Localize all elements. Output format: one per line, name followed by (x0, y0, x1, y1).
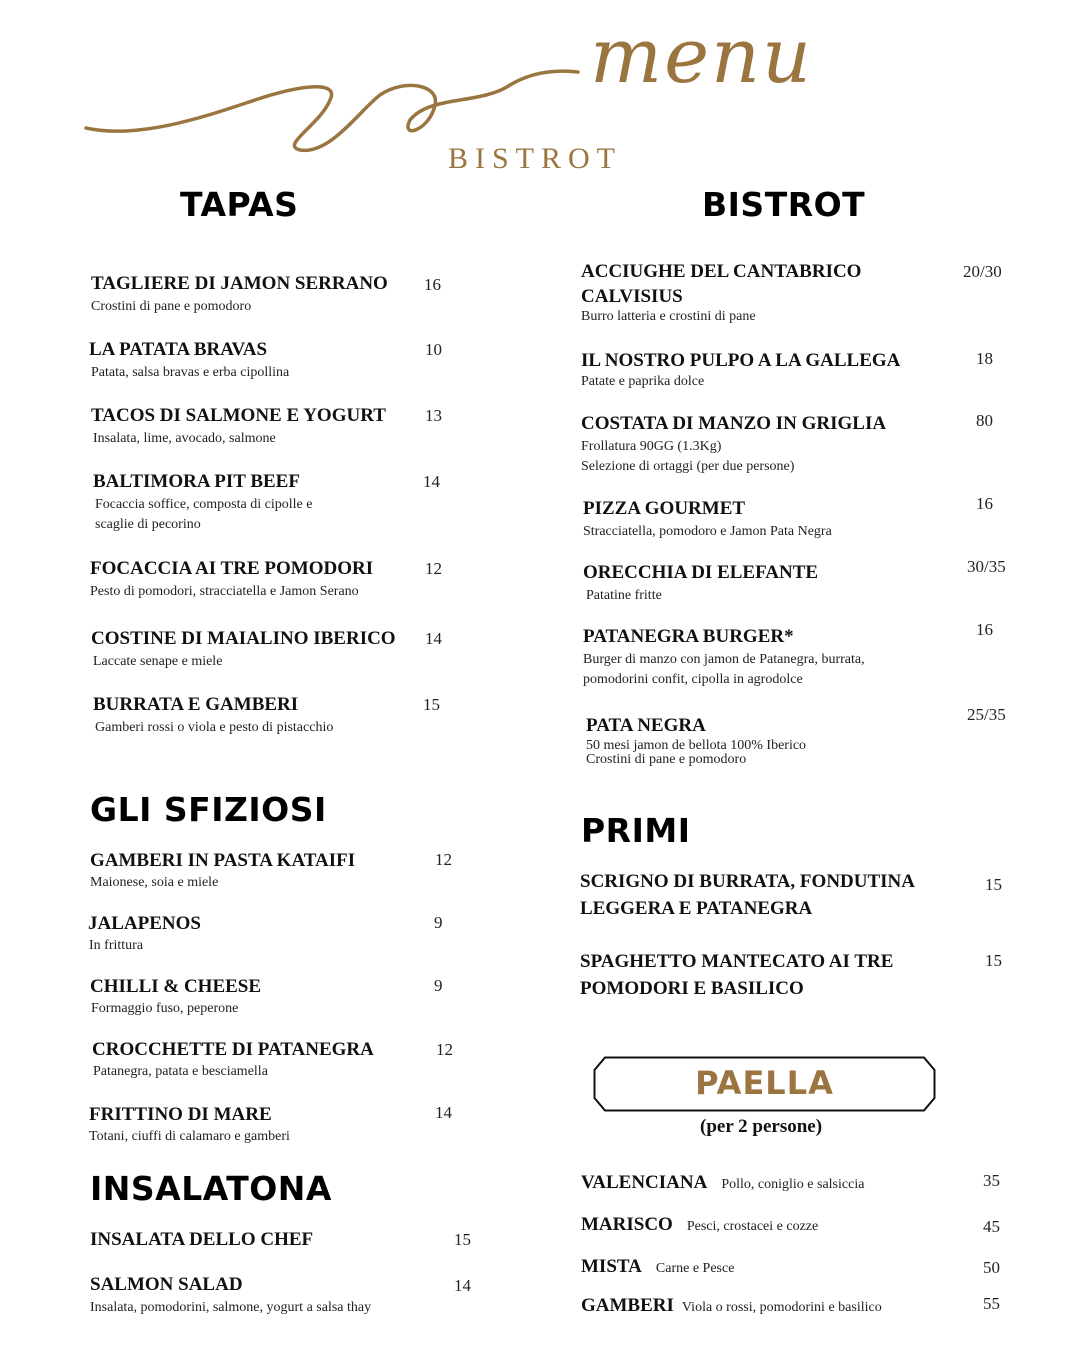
item-price: 14 (454, 1276, 471, 1295)
section-title-tapas: TAPAS (180, 185, 299, 224)
item-price: 45 (983, 1217, 1000, 1236)
item-name: GAMBERI (581, 1295, 674, 1316)
menu-item (581, 348, 900, 390)
menu-item (90, 1227, 313, 1253)
item-price: 16 (976, 494, 993, 513)
menu-item (91, 403, 386, 449)
item-name: COSTINE DI MAIALINO IBERICO (91, 628, 396, 649)
section-title-bistrot: BISTROT (702, 185, 866, 224)
item-description: Patatine fritte (586, 588, 662, 603)
menu-item (90, 975, 261, 1019)
section-title-paella: PAELLA (695, 1064, 834, 1102)
item-description: Viola o rossi, pomodorini e basilico (681, 1300, 882, 1315)
item-price: 12 (436, 1040, 453, 1059)
menu-item (586, 713, 806, 767)
menu-item (92, 1038, 374, 1082)
menu-item (583, 496, 832, 542)
item-name: PATANEGRA BURGER* (583, 626, 794, 647)
item-description: Carne e Pesce (655, 1261, 735, 1276)
item-description: Maionese, soia e miele (90, 875, 219, 890)
menu-item (580, 868, 915, 922)
menu-item (583, 624, 865, 690)
menu-item (93, 692, 333, 738)
paella-serving-note: (per 2 persone) (700, 1116, 823, 1137)
item-description: 50 mesi jamon de bellota 100% Iberico (586, 738, 807, 753)
item-price: 14 (435, 1103, 452, 1122)
item-name: CALVISIUS (581, 286, 683, 307)
item-description: Focaccia soffice, composta di cipolle e (95, 497, 313, 512)
item-description: Frollatura 90GG (1.3Kg) (581, 439, 722, 454)
section-title-sfiziosi: GLI SFIZIOSI (90, 790, 327, 829)
item-description: Patata, salsa bravas e erba cipollina (91, 365, 290, 380)
item-price: 55 (983, 1294, 1000, 1313)
menu-item (580, 948, 893, 1002)
item-description: Crostini di pane e pomodoro (91, 299, 252, 314)
item-name: SALMON SALAD (90, 1274, 243, 1295)
item-name: SCRIGNO DI BURRATA, FONDUTINA (580, 871, 915, 892)
menu-item (581, 259, 861, 325)
item-price: 15 (985, 875, 1002, 894)
item-description: Selezione di ortaggi (per due persone) (581, 459, 795, 474)
menu-item (581, 1212, 818, 1240)
item-name: LEGGERA E PATANEGRA (580, 898, 813, 919)
item-description: Insalata, lime, avocado, salmone (93, 431, 276, 446)
item-description: Pollo, coniglio e salsiccia (721, 1177, 865, 1192)
item-price: 35 (983, 1171, 1000, 1190)
item-description: Pesto di pomodori, stracciatella e Jamon Serano (90, 584, 359, 599)
item-price: 9 (434, 913, 443, 932)
menu-item (581, 1170, 864, 1198)
item-name: CROCCHETTE DI PATANEGRA (92, 1039, 374, 1060)
item-price: 9 (434, 976, 443, 995)
item-description: Patanegra, patata e besciamella (93, 1064, 268, 1079)
item-name: POMODORI E BASILICO (580, 978, 804, 999)
item-name: SPAGHETTO MANTECATO AI TRE (580, 951, 894, 972)
item-description: pomodorini confit, cipolla in agrodolce (583, 672, 803, 687)
item-price: 16 (424, 275, 441, 294)
section-title-primi: PRIMI (581, 811, 691, 850)
item-name: BURRATA E GAMBERI (93, 694, 299, 715)
item-price: 18 (976, 349, 993, 368)
item-name: COSTATA DI MANZO IN GRIGLIA (581, 413, 887, 434)
item-description: Formaggio fuso, peperone (91, 1001, 239, 1016)
item-name: ORECCHIA DI ELEFANTE (583, 562, 819, 583)
item-name: MARISCO (581, 1214, 673, 1235)
item-price: 15 (985, 951, 1002, 970)
menu-item (88, 912, 201, 956)
item-name: TAGLIERE DI JAMON SERRANO (91, 273, 388, 294)
restaurant-subtitle: BISTROT (448, 142, 623, 175)
item-name: INSALATA DELLO CHEF (90, 1229, 314, 1250)
item-name: IL NOSTRO PULPO A LA GALLEGA (581, 350, 901, 371)
menu-item (90, 556, 373, 602)
item-name: ACCIUGHE DEL CANTABRICO (581, 261, 862, 282)
menu-item (581, 1254, 734, 1282)
item-name: PIZZA GOURMET (583, 498, 746, 519)
item-description: In frittura (89, 938, 144, 953)
menu-script-title: menu (590, 11, 813, 100)
item-description: Burro latteria e crostini di pane (581, 309, 756, 324)
menu-item (89, 337, 289, 383)
menu-item (583, 560, 818, 606)
item-name: FOCACCIA AI TRE POMODORI (90, 558, 374, 579)
item-price: 14 (423, 472, 440, 491)
item-price: 12 (435, 850, 452, 869)
item-price: 15 (423, 695, 440, 714)
item-name: JALAPENOS (88, 913, 201, 934)
menu-item (90, 849, 355, 893)
menu-header (0, 0, 1080, 180)
item-name: BALTIMORA PIT BEEF (93, 471, 300, 492)
item-name: CHILLI & CHEESE (90, 976, 262, 997)
section-title-insalatona: INSALATONA (90, 1169, 332, 1208)
item-description: Stracciatella, pomodoro e Jamon Pata Negra (583, 524, 832, 539)
item-name: GAMBERI IN PASTA KATAIFI (90, 850, 356, 871)
paella-title-frame (593, 1056, 936, 1112)
item-name: VALENCIANA (581, 1172, 708, 1193)
item-price: 30/35 (967, 557, 1006, 576)
item-price: 14 (425, 629, 442, 648)
item-name: PATA NEGRA (586, 715, 706, 736)
item-price: 80 (976, 411, 993, 430)
item-name: TACOS DI SALMONE E YOGURT (91, 405, 386, 426)
item-price: 13 (425, 406, 442, 425)
menu-item (89, 1103, 290, 1147)
item-name: MISTA (581, 1256, 642, 1277)
item-price: 15 (454, 1230, 471, 1249)
item-description: Insalata, pomodorini, salmone, yogurt a salsa thay (90, 1300, 372, 1315)
item-description: Totani, ciuffi di calamaro e gamberi (89, 1129, 290, 1144)
item-price: 50 (983, 1258, 1000, 1277)
item-description: Crostini di pane e pomodoro (586, 752, 747, 767)
menu-item (581, 411, 886, 477)
menu-item (91, 626, 396, 672)
item-description: Patate e paprika dolce (581, 374, 705, 389)
menu-item (581, 1293, 882, 1321)
menu-item (91, 271, 388, 317)
item-name: FRITTINO DI MARE (89, 1104, 272, 1125)
item-description: Burger di manzo con jamon de Patanegra, burrata, (583, 652, 865, 667)
item-name: LA PATATA BRAVAS (89, 339, 268, 360)
item-price: 16 (976, 620, 993, 639)
item-description: Gamberi rossi o viola e pesto di pistacchio (95, 720, 334, 735)
item-price: 12 (425, 559, 442, 578)
item-description: Laccate senape e miele (93, 654, 223, 669)
item-price: 25/35 (967, 705, 1006, 724)
item-price: 10 (425, 340, 442, 359)
item-description: scaglie di pecorino (95, 517, 201, 532)
menu-item (93, 469, 312, 535)
item-price: 20/30 (963, 262, 1002, 281)
item-description: Pesci, crostacei e cozze (686, 1219, 819, 1234)
menu-item (90, 1272, 371, 1318)
